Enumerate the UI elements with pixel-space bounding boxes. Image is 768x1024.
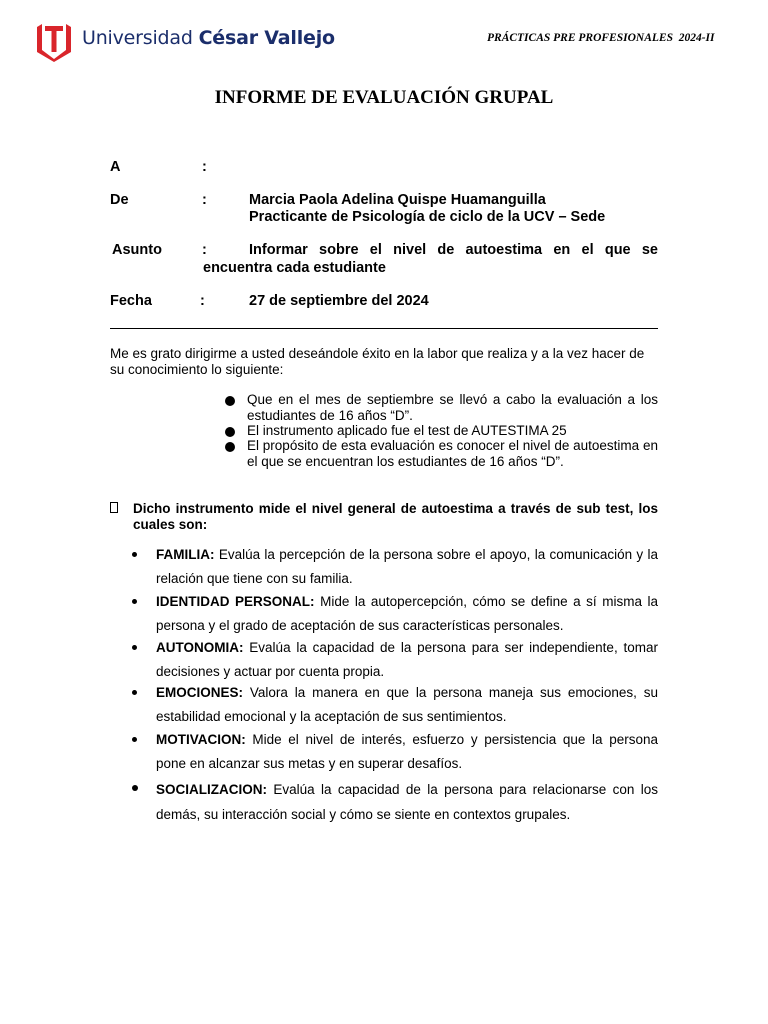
- university-name-prefix: Universidad: [82, 27, 199, 49]
- subtest-desc: Mide el nivel de interés, esfuerzo y persistencia que la persona pone en alcanzar sus metas y en superar desafíos.: [156, 732, 658, 771]
- subtest-desc: Mide la autopercepción, cómo se define a sí misma la persona y el grado de aceptación de sus características personales.: [156, 594, 658, 633]
- subtest-bullet: [132, 552, 137, 557]
- intro-paragraph: Me es grato dirigirme a usted deseándole éxito en la labor que realiza y a la vez hacer de su conocimiento lo siguiente:: [110, 346, 645, 377]
- subtest-name: IDENTIDAD PERSONAL:: [156, 594, 315, 609]
- memo-colon-asunto: :: [202, 242, 207, 258]
- subtest-desc: Evalúa la percepción de la persona sobre el apoyo, la comunicación y la relación que tiene con su familia.: [156, 547, 658, 586]
- subtest-bullet: [132, 737, 137, 742]
- memo-label-de: De: [110, 192, 129, 208]
- point-bullet: [225, 427, 235, 437]
- memo-asunto-line1: Informar sobre el nivel de autoestima en el que se: [249, 242, 658, 258]
- document-title: INFORME DE EVALUACIÓN GRUPAL: [214, 87, 554, 108]
- missing-glyph-icon: [110, 502, 118, 513]
- memo-de-role: Practicante de Psicología de ciclo de la UCV – Sede: [249, 209, 606, 225]
- university-name: [82, 27, 335, 49]
- memo-fecha-value: 27 de septiembre del 2024: [249, 293, 429, 309]
- memo-label-a: A: [110, 159, 121, 175]
- subtest-bullet: [132, 785, 138, 791]
- subtest-bullet: [132, 690, 137, 695]
- subtest-bullet: [132, 599, 137, 604]
- header-course-label: PRÁCTICAS PRE PROFESIONALES 2024-II: [487, 32, 715, 44]
- subtest-name: SOCIALIZACION:: [156, 782, 267, 797]
- university-name-bold: César Vallejo: [198, 27, 335, 49]
- point-item: El propósito de esta evaluación es conocer el nivel de autoestima en el que se encuentran los estudiantes de 16 años “D”.: [247, 438, 658, 469]
- point-bullet: [225, 396, 235, 406]
- subtest-name: MOTIVACION:: [156, 732, 246, 747]
- subtest-item: [156, 543, 658, 590]
- memo-colon-a: :: [202, 159, 207, 175]
- point-item: El instrumento aplicado fue el test de AUTESTIMA 25: [247, 423, 567, 438]
- memo-label-asunto: Asunto: [112, 242, 162, 258]
- subtest-desc: Valora la manera en que la persona maneja sus emociones, su estabilidad emocional y la aceptación de sus sentimientos.: [156, 685, 658, 724]
- subtest-desc: Evalúa la capacidad de la persona para ser independiente, tomar decisiones y actuar por cuenta propia.: [156, 640, 658, 679]
- memo-colon-de: :: [202, 192, 207, 208]
- memo-de-name: Marcia Paola Adelina Quispe Huamanguilla: [249, 192, 546, 208]
- university-logo-icon: [37, 24, 71, 62]
- subtest-bullet: [132, 645, 137, 650]
- subtest-item: [156, 728, 658, 775]
- memo-label-fecha: Fecha: [110, 293, 152, 309]
- point-bullet: [225, 442, 235, 452]
- subtest-item: [156, 590, 658, 637]
- subtest-name: EMOCIONES:: [156, 685, 244, 700]
- point-item: Que en el mes de septiembre se llevó a cabo la evaluación a los estudiantes de 16 años “D”.: [247, 392, 658, 423]
- memo-asunto-line2: encuentra cada estudiante: [203, 260, 386, 276]
- subtest-item: [156, 777, 658, 827]
- header-divider: [110, 328, 658, 329]
- subtest-item: [156, 681, 658, 728]
- subtest-item: [156, 636, 658, 683]
- subtest-desc: Evalúa la capacidad de la persona para relacionarse con los demás, su interacción social y cómo se siente en contextos grupales.: [156, 782, 658, 822]
- subtest-name: FAMILIA:: [156, 547, 215, 562]
- memo-colon-fecha: :: [200, 293, 205, 309]
- subtests-intro: Dicho instrumento mide el nivel general de autoestima a través de sub test, los cuales son:: [133, 501, 658, 532]
- subtest-name: AUTONOMIA:: [156, 640, 244, 655]
